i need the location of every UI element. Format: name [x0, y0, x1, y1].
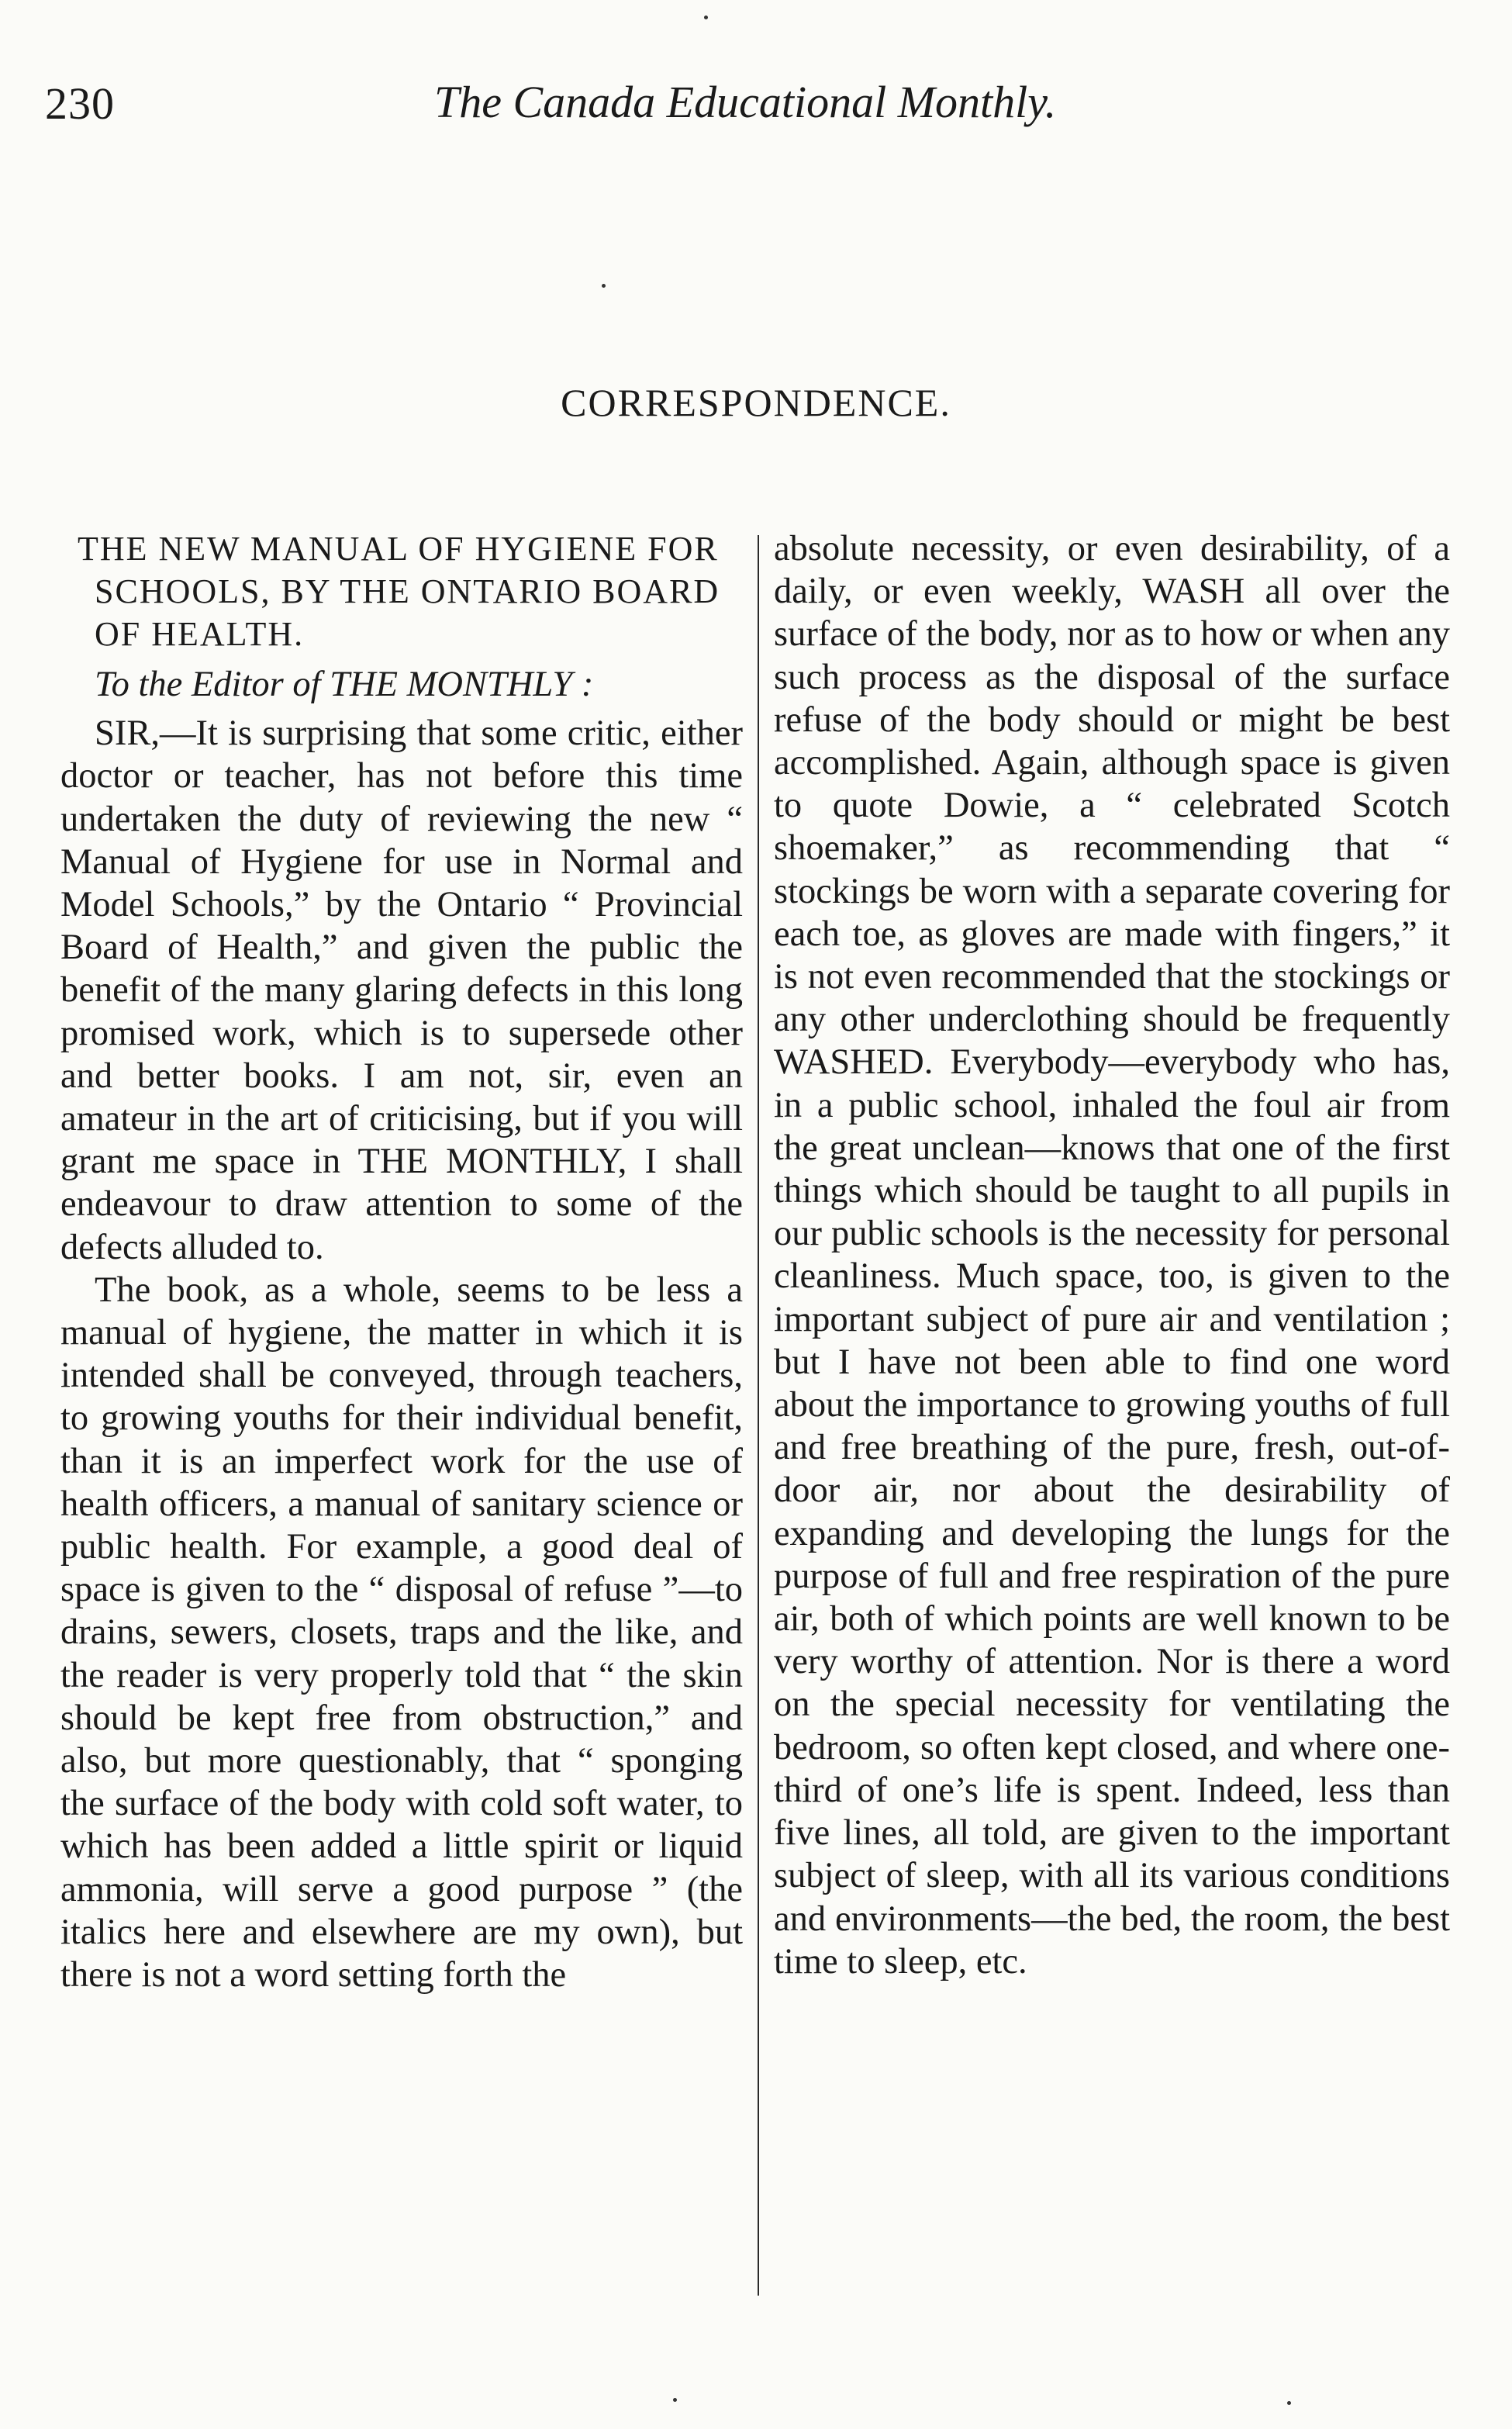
- print-speck: [602, 284, 606, 288]
- paragraph-1: SIR,—It is surprising that some critic, either doctor or teacher, has not before this time undertaken the duty of reviewing the new “ Manual of Hygiene for use in Normal and Model Schools,” by the Ontario “ Provincial Board of Health,” and given the public the benefit of the many glaring defects in this long promised work, which is to supersede other and better books. I am not, sir, even an amateur in the art of criticising, but if you will grant me space in THE MONTHLY, I shall endeavour to draw attention to some of the defects alluded to.: [60, 713, 743, 1267]
- right-column: [774, 527, 1450, 1983]
- left-column: [60, 527, 743, 1996]
- print-speck: [673, 2398, 677, 2402]
- page-number: 230: [45, 78, 115, 129]
- paragraph-2: The book, as a whole, seems to be less a manual of hygiene, the matter in which it is intended shall be conveyed, through teachers, to growing youths for their individual benefit, than it is an imperfect work for the use of health officers, a manual of sanitary science or public health. For example, a good deal of space is given to the “ disposal of refuse ”—to drains, sewers, closets, traps and the like, and the reader is very properly told that “ the skin should be kept free from obstruction,” and also, but more questionably, that “ sponging the surface of the body with cold soft water, to which has been added a little spirit or liquid ammonia, will serve a good purpose ” (the italics here and elsewhere are my own), but there is not a word setting forth the: [60, 1270, 743, 1995]
- salutation: To the Editor of THE MONTHLY :: [95, 665, 594, 704]
- column-divider: [758, 535, 759, 2296]
- section-title: CORRESPONDENCE.: [561, 381, 951, 424]
- paragraph-3: absolute necessity, or even desirability, of a daily, or even weekly, WASH all over the surface of the body, nor as to how or when any such process as the disposal of the surface refuse of the body should or might be best accomplished. Again, although space is given to quote Dowie, a “ celebrated Scotch shoemaker,” as recommending that “ stockings be worn with a separate covering for each toe, as gloves are made with fingers,” it is not even recommended that the stockings or any other underclothing should be frequently WASHED. Everybody—everybody who has, in a public school, inhaled the foul air from the great unclean—knows that one of the first things which should be taught to all pupils in our public schools is the necessity for personal cleanliness. Much space, too, is given to the important subject of pure air and ventilation ; but I have not been able to find one word about the importance to growing youths of full and free breathing of the pure, fresh, out-of-door air, nor about the desirability of expanding and developing the lungs for the purpose of full and free respiration of the pure air, both of which points are well known to be very worthy of attention. Nor is there a word on the special necessity for ventilating the bedroom, so often kept closed, and where one-third of one’s life is spent. Indeed, less than five lines, all told, are given to the important subject of sleep, with all its various conditions and environments—the bed, the room, the best time to sleep, etc.: [774, 529, 1450, 1982]
- print-speck: [1287, 2401, 1291, 2405]
- article-heading: THE NEW MANUAL OF HYGIENE FOR SCHOOLS, BY THE ONTARIO BOARD OF HEALTH.: [78, 530, 720, 653]
- running-title: The Canada Educational Monthly.: [434, 77, 1057, 127]
- print-speck: [704, 16, 708, 19]
